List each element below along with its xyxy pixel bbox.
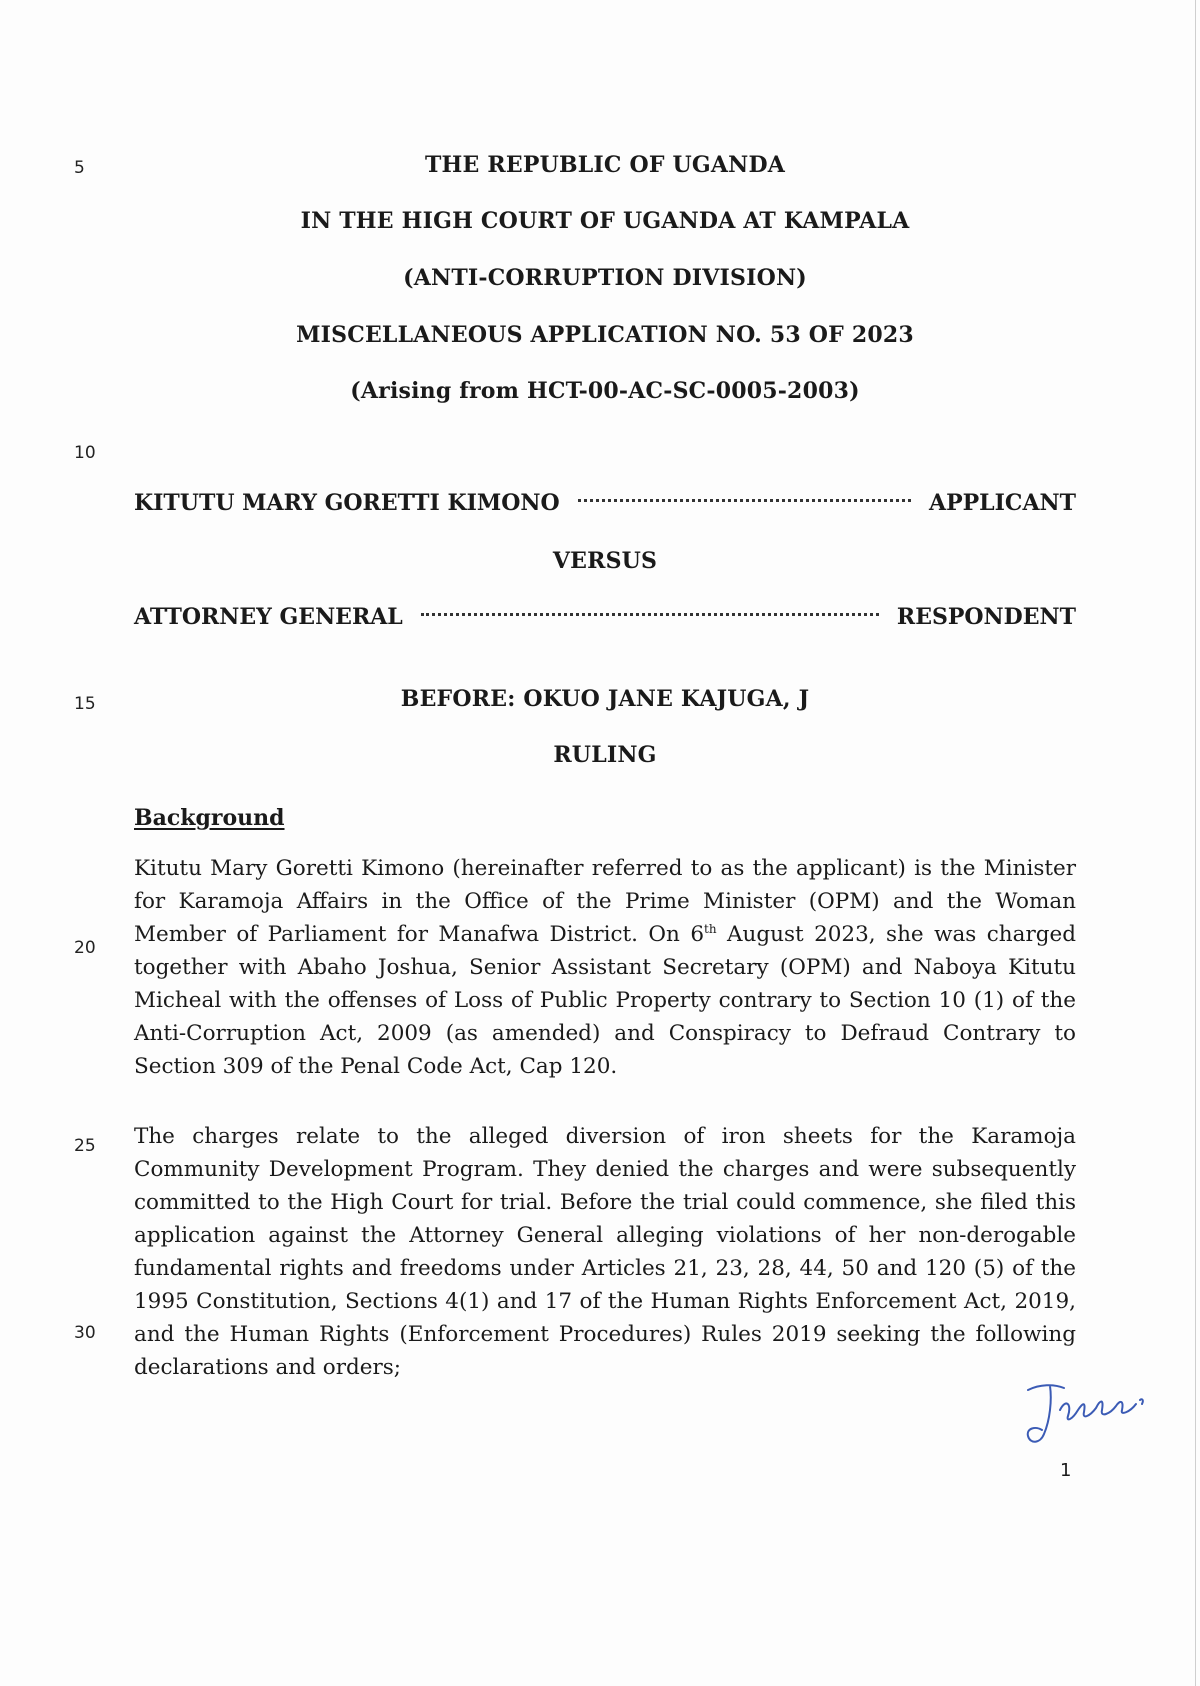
page-edge: [1195, 0, 1196, 1686]
heading-court: IN THE HIGH COURT OF UGANDA AT KAMPALA: [300, 208, 910, 234]
paragraph-1-text-b: August 2023, she was charged together with Abaho Joshua, Senior Assistant Secretary (OPM) and Naboya Kitutu Micheal with the offenses of Loss of Public Property contrary to Section 10 (1) of the Anti-Corruption Act, 2009 (as amended) and Conspiracy to Defraud Contrary to Section 309 of the Penal Code Act, Cap 120.: [134, 922, 1076, 1079]
respondent-row: [134, 604, 1076, 630]
page-number: 1: [1060, 1460, 1072, 1481]
line-number-30: 30: [74, 1323, 96, 1343]
line-number-15: 15: [74, 694, 96, 714]
line-number-20: 20: [74, 938, 96, 958]
heading-republic: THE REPUBLIC OF UGANDA: [424, 152, 786, 178]
line-number-25: 25: [74, 1136, 96, 1156]
signature-mark: [1020, 1370, 1160, 1460]
before-judge: BEFORE: OKUO JANE KAJUGA, J: [400, 686, 810, 712]
leader-dots: [421, 612, 879, 616]
paragraph-1-text-a: Kitutu Mary Goretti Kimono (hereinafter referred to as the applicant) is the Minister for Karamoja Affairs in the Office of the Prime Minister (OPM) and the Woman Member of Parliament for Manafwa District. On 6: [134, 856, 1076, 947]
heading-arising: (Arising from HCT-00-AC-SC-0005-2003): [350, 378, 860, 404]
heading-application: MISCELLANEOUS APPLICATION NO. 53 OF 2023: [296, 322, 914, 348]
respondent-name: ATTORNEY GENERAL: [134, 604, 403, 630]
background-paragraph-1: [134, 852, 1076, 1083]
applicant-row: [134, 490, 1076, 516]
ordinal-suffix: th: [704, 921, 717, 936]
line-number-5: 5: [74, 158, 85, 178]
leader-dots: [578, 498, 911, 502]
ruling-title: RULING: [553, 742, 657, 768]
background-paragraph-2: The charges relate to the alleged diversion of iron sheets for the Karamoja Community Development Program. They denied the charges and were subsequently committed to the High Court for trial. Before the trial could commence, she filed this application against the Attorney General alleging violations of her non-derogable fundamental rights and freedoms under Articles 21, 23, 28, 44, 50 and 120 (5) of the 1995 Constitution, Sections 4(1) and 17 of the Human Rights Enforcement Act, 2019, and the Human Rights (Enforcement Procedures) Rules 2019 seeking the following declarations and orders;: [134, 1124, 1076, 1380]
applicant-name: KITUTU MARY GORETTI KIMONO: [134, 490, 560, 516]
respondent-role: RESPONDENT: [896, 604, 1076, 630]
line-number-10: 10: [74, 443, 96, 463]
background-heading: Background: [134, 805, 285, 831]
versus-label: VERSUS: [552, 548, 658, 574]
applicant-role: APPLICANT: [929, 490, 1076, 516]
heading-division: (ANTI-CORRUPTION DIVISION): [403, 265, 807, 291]
